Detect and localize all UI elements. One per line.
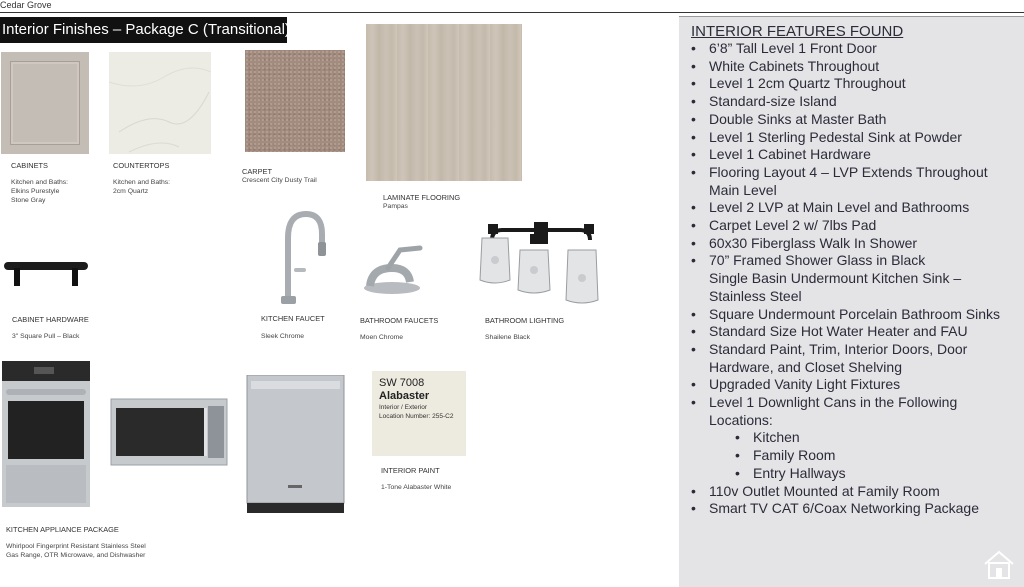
hardware-label: CABINET HARDWARE xyxy=(12,315,89,324)
dishwasher-icon xyxy=(245,375,346,513)
countertops-desc-1: Kitchen and Baths: xyxy=(113,179,171,186)
features-panel xyxy=(679,16,1024,587)
feature-item: • Standard Paint, Trim, Interior Doors, Door xyxy=(691,341,1021,359)
feature-item: • Double Sinks at Master Bath xyxy=(691,111,1021,129)
quartz-veins xyxy=(109,52,211,154)
laminate-label: LAMINATE FLOORING xyxy=(383,193,461,202)
hardware-desc-1: 3" Square Pull – Black xyxy=(12,333,80,340)
cabinet-swatch xyxy=(1,52,89,154)
appliances-desc-2: Gas Range, OTR Microwave, and Dishwasher xyxy=(6,552,146,559)
paint-swatch xyxy=(372,371,466,456)
cabinets-desc-1: Kitchen and Baths: xyxy=(11,179,69,186)
features-heading: INTERIOR FEATURES FOUND xyxy=(691,23,904,40)
bathroom-faucets-label: BATHROOM FAUCETS xyxy=(360,316,439,325)
paint-location: Location Number: 255-C2 xyxy=(379,413,454,420)
feature-item: • 110v Outlet Mounted at Family Room xyxy=(691,483,1021,501)
feature-subitem: • Entry Hallways xyxy=(691,465,1021,483)
feature-item: • White Cabinets Throughout xyxy=(691,58,1021,76)
bathroom-lighting-label: BATHROOM LIGHTING xyxy=(485,316,565,325)
page-title: Interior Finishes – Package C (Transitional) xyxy=(0,17,287,43)
appliances-desc-1: Whirlpool Fingerprint Resistant Stainless Steel xyxy=(6,543,146,550)
feature-item: • Flooring Layout 4 – LVP Extends Throughout xyxy=(691,164,1021,182)
bathroom-faucets-desc-1: Moen Chrome xyxy=(360,334,404,341)
cabinets-label: CABINETS xyxy=(11,161,48,170)
kitchen-faucet-desc-1: Sleek Chrome xyxy=(261,333,305,340)
feature-item: • 6’8” Tall Level 1 Front Door xyxy=(691,40,1021,58)
cabinet-pull-icon xyxy=(2,250,90,290)
feature-item: • Upgraded Vanity Light Fixtures xyxy=(691,376,1021,394)
top-header-line xyxy=(0,0,1024,13)
feature-continuation: Stainless Steel xyxy=(709,287,802,304)
bathroom-lighting-desc-1: Shailene Black xyxy=(485,334,530,341)
feature-subitem: • Kitchen xyxy=(691,429,1021,447)
feature-item: • Standard Size Hot Water Heater and FAU xyxy=(691,323,1021,341)
cabinets-desc-2: Elkins Purestyle xyxy=(11,188,60,195)
countertops-desc-2: 2cm Quartz xyxy=(113,188,149,195)
feature-subitem: • Family Room xyxy=(691,447,1021,465)
paint-label: INTERIOR PAINT xyxy=(381,466,440,475)
paint-type: Interior / Exterior xyxy=(379,404,428,411)
feature-item: • Carpet Level 2 w/ 7lbs Pad xyxy=(691,217,1021,235)
feature-item: • Level 2 LVP at Main Level and Bathrooms xyxy=(691,199,1021,217)
laminate-swatch xyxy=(366,24,522,181)
subdivision-name: Cedar Grove xyxy=(0,0,52,10)
vanity-light-icon xyxy=(472,212,610,312)
laminate-desc-1: Pampas xyxy=(383,203,408,210)
feature-continuation: Locations: xyxy=(709,411,773,428)
carpet-label: CARPET xyxy=(242,167,272,176)
kitchen-faucet-icon xyxy=(268,208,328,306)
feature-continuation: Hardware, and Closet Shelving xyxy=(709,358,902,375)
house-watermark-icon xyxy=(982,549,1016,581)
feature-continuation: Main Level xyxy=(709,181,777,198)
range-icon xyxy=(0,359,92,509)
microwave-icon xyxy=(110,398,228,466)
feature-continuation: Single Basin Undermount Kitchen Sink – xyxy=(709,270,962,287)
countertops-label: COUNTERTOPS xyxy=(113,161,170,170)
feature-item: • 60x30 Fiberglass Walk In Shower xyxy=(691,235,1021,253)
feature-item: • Level 1 2cm Quartz Throughout xyxy=(691,75,1021,93)
paint-code: SW 7008 xyxy=(379,377,425,389)
countertop-swatch xyxy=(109,52,211,154)
feature-item: • Square Undermount Porcelain Bathroom Sinks xyxy=(691,306,1021,324)
paint-desc-1: 1-Tone Alabaster White xyxy=(381,484,452,491)
carpet-swatch xyxy=(245,50,345,152)
features-list xyxy=(691,40,1021,518)
kitchen-faucet-label: KITCHEN FAUCET xyxy=(261,314,325,323)
feature-item: • Level 1 Cabinet Hardware xyxy=(691,146,1021,164)
carpet-desc-1: Crescent City Dusty Trail xyxy=(242,177,317,184)
feature-item: • Standard-size Island xyxy=(691,93,1021,111)
bathroom-faucet-icon xyxy=(362,244,426,296)
feature-item: • Level 1 Sterling Pedestal Sink at Powder xyxy=(691,129,1021,147)
cabinets-desc-3: Stone Gray xyxy=(11,197,46,204)
feature-item: • Level 1 Downlight Cans in the Following xyxy=(691,394,1021,412)
feature-item: • Smart TV CAT 6/Coax Networking Package xyxy=(691,500,1021,518)
feature-item: • 70” Framed Shower Glass in Black xyxy=(691,252,1021,270)
appliances-label: KITCHEN APPLIANCE PACKAGE xyxy=(6,525,119,534)
paint-name: Alabaster xyxy=(379,390,430,402)
